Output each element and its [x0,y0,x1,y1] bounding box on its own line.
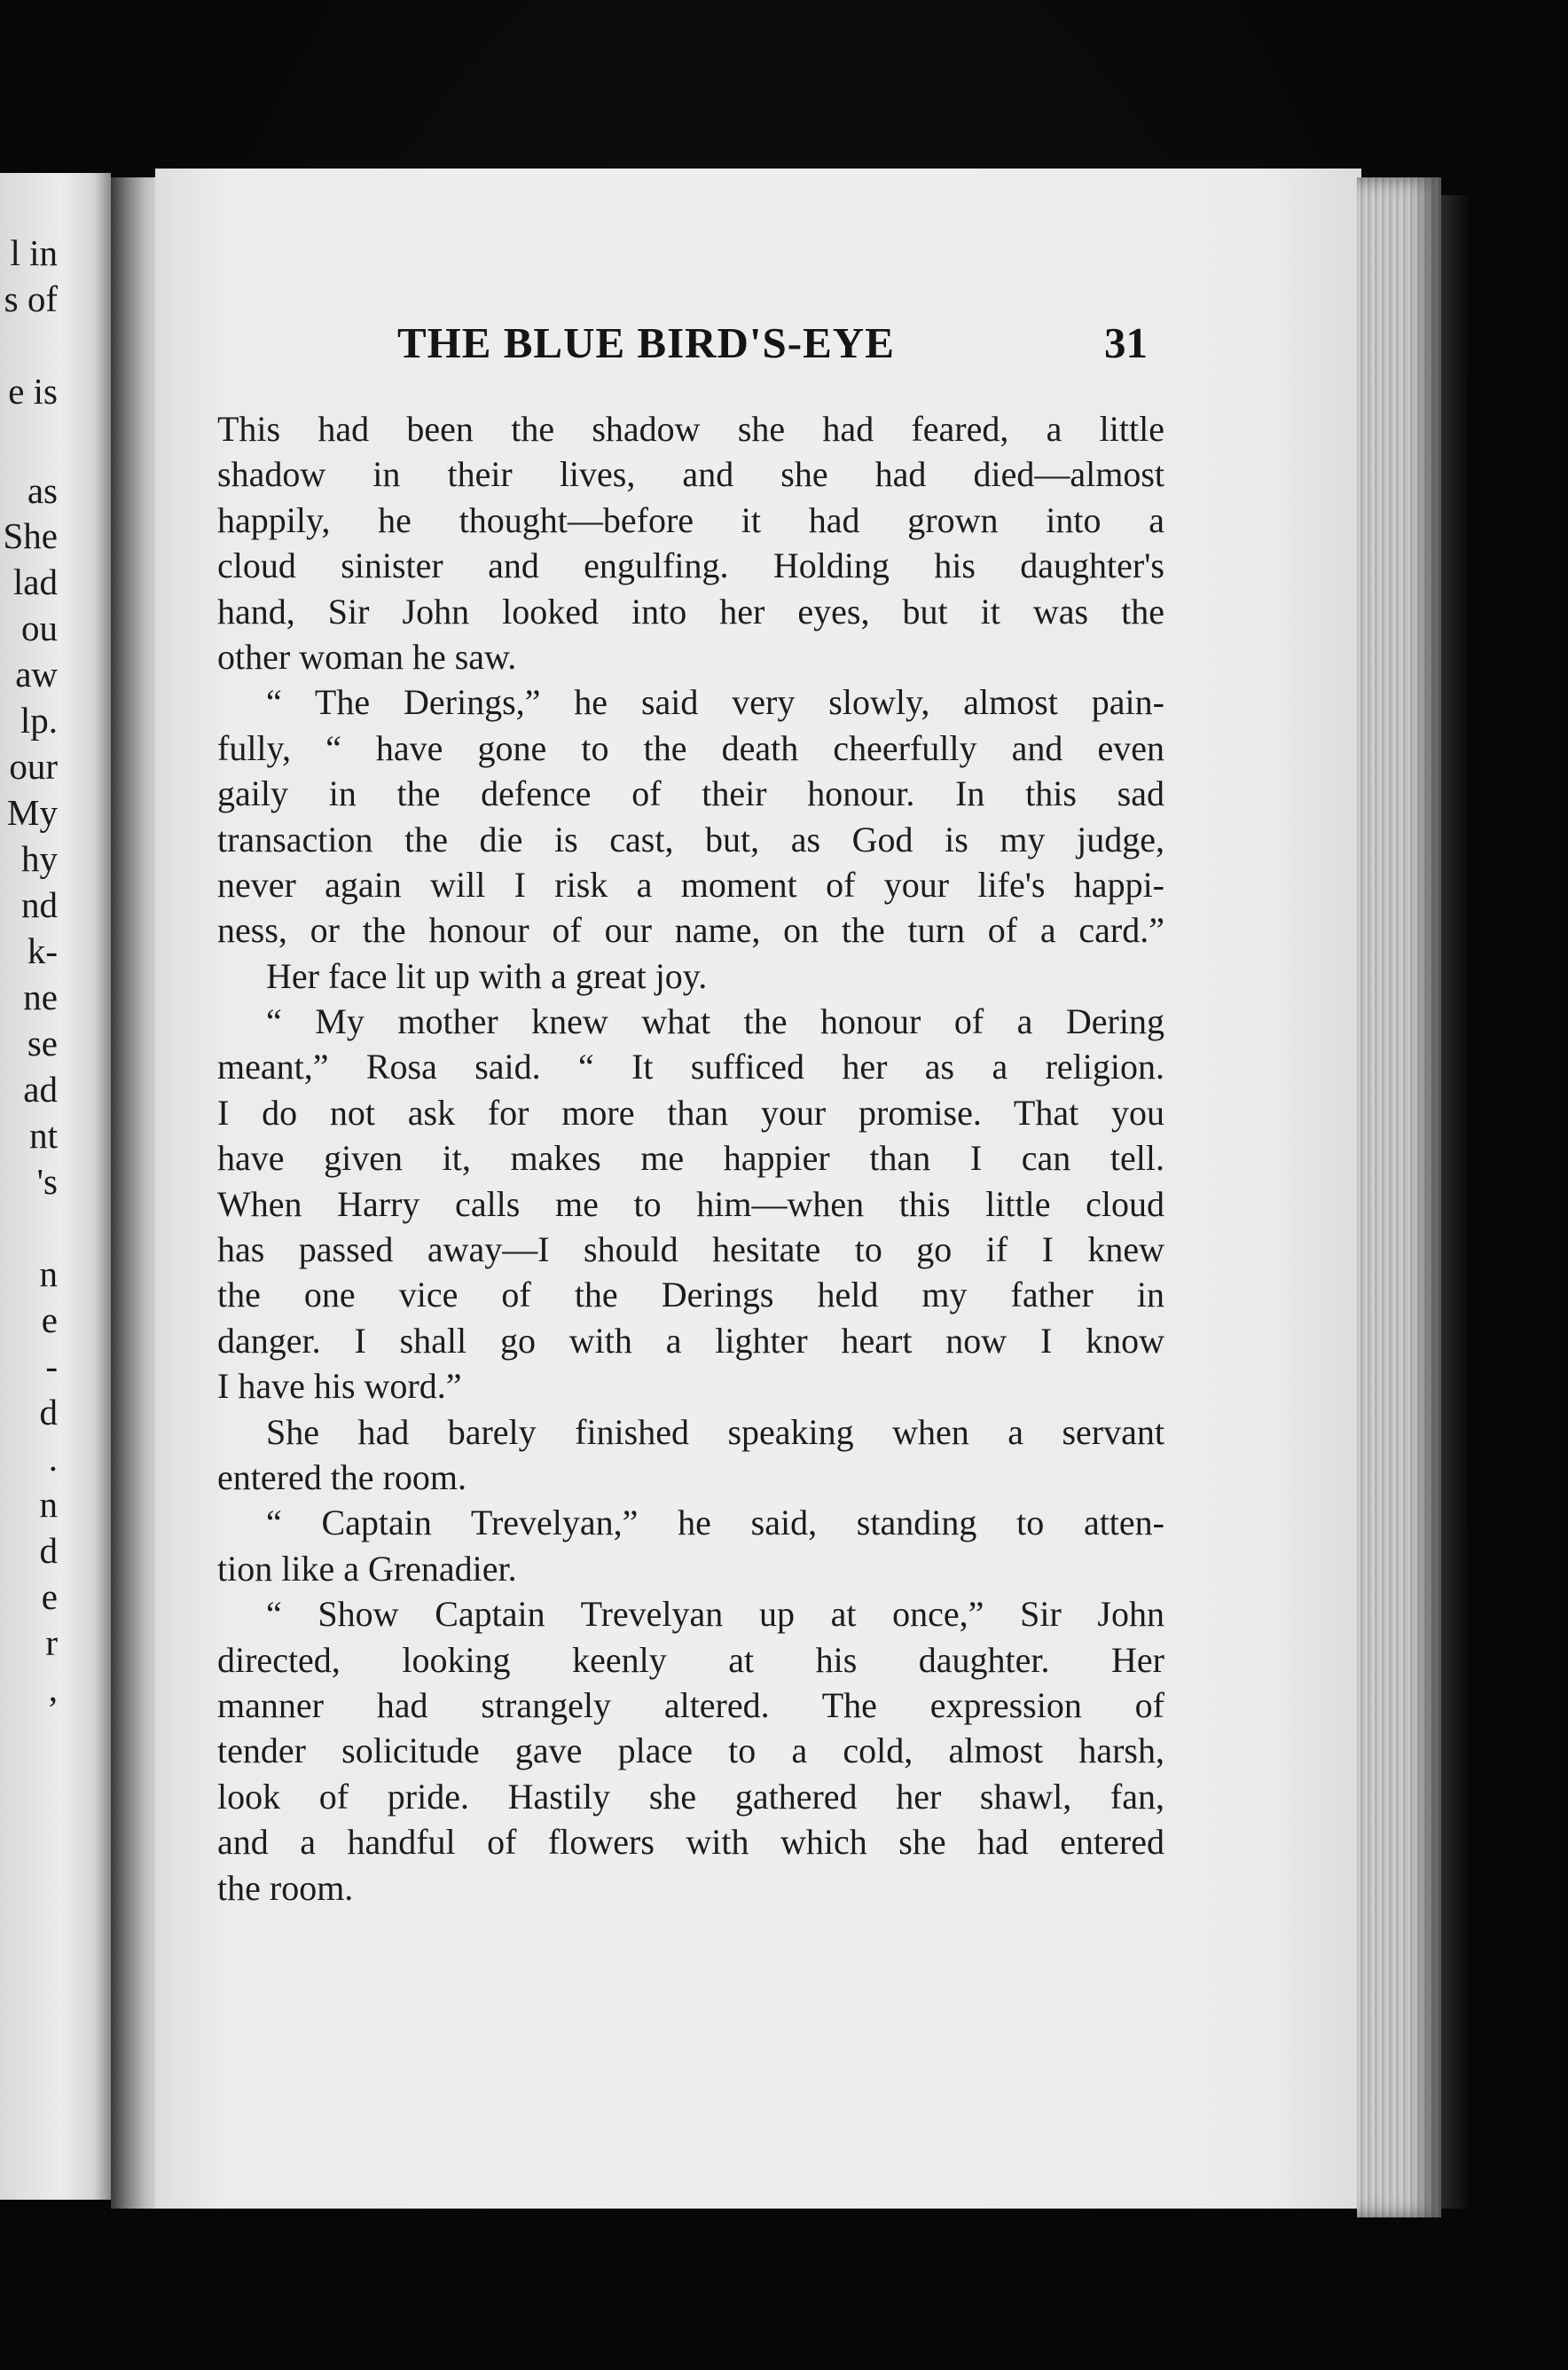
text-line: tion like a Grenadier. [217,1548,517,1589]
previous-page-fragment: s of [4,279,58,319]
previous-page-fragment: e [41,1576,58,1617]
text-line: directed, looking keenly at his daughter. Her [217,1639,1164,1680]
text-line: transaction the die is cast, but, as God is my judge, [217,819,1164,859]
text-line: gaily in the defence of their honour. In this sad [217,773,1164,814]
previous-page-fragment: e is [8,371,58,412]
previous-page-fragment: d [39,1392,58,1432]
text-line: shadow in their lives, and she had died—almost [217,454,1164,495]
previous-page-fragment: ou [21,608,58,648]
text-line: hand, Sir John looked into her eyes, but it was the [217,591,1164,632]
text-line: meant,” Rosa said. “ It sufficed her as a religion. [217,1047,1164,1087]
previous-page-fragment: n [39,1253,58,1294]
previous-page-fragment: nt [29,1115,58,1156]
text-line: have given it, makes me happier than I can tell. [217,1138,1164,1179]
text-line: cloud sinister and engulfing. Holding his daughter's [217,545,1164,586]
text-line: the room. [217,1867,354,1908]
previous-page-fragment: , [48,1668,58,1709]
body-text [217,406,1164,1911]
previous-page-fragment: - [45,1346,58,1386]
previous-page-fragment: d [39,1530,58,1571]
previous-page-fragment: ne [23,977,58,1017]
text-line: “ Show Captain Trevelyan up at once,” Sir John [266,1594,1164,1635]
text-line: Her face lit up with a great joy. [266,955,708,996]
previous-page-fragment: as [27,470,58,511]
text-line: never again will I risk a moment of your life's happi- [217,864,1164,905]
text-line: When Harry calls me to him—when this little cloud [217,1183,1164,1224]
previous-page-fragment: She [3,515,58,556]
text-line: I do not ask for more than your promise. That you [217,1092,1164,1133]
previous-page-fragment: 's [36,1161,58,1202]
previous-page-fragment: n [39,1484,58,1525]
running-head: THE BLUE BIRD'S-EYE [397,318,895,367]
text-line: manner had strangely altered. The expression of [217,1684,1164,1725]
previous-page-fragment: hy [21,838,58,879]
page-number: 31 [1104,318,1148,367]
text-line: This had been the shadow she had feared, a little [217,409,1164,449]
page-edge-shadow [1441,195,1468,2209]
previous-page-fragment: My [7,792,58,833]
previous-page-fragment: l in [10,232,58,273]
previous-page-fragment: nd [21,884,58,925]
text-line: happily, he thought—before it had grown into a [217,499,1164,540]
previous-page-fragment: . [48,1438,58,1479]
previous-page-fragment: our [9,746,58,787]
text-line: has passed away—I should hesitate to go if I knew [217,1229,1164,1270]
text-line: other woman he saw. [217,636,517,677]
text-line: ness, or the honour of our name, on the turn of a card.” [217,910,1164,951]
previous-page-fragment: lp. [20,700,58,741]
text-line: I have his word.” [217,1366,462,1407]
previous-page-fragment: se [27,1023,58,1063]
previous-page-fragment: r [45,1622,58,1663]
text-line: look of pride. Hastily she gathered her shawl, fan, [217,1776,1164,1817]
text-line: fully, “ have gone to the death cheerfully and even [217,727,1164,768]
previous-page-fragment: lad [12,561,58,602]
previous-page-fragment: k- [27,930,58,971]
text-line: tender solicitude gave place to a cold, almost harsh, [217,1730,1164,1771]
text-line: the one vice of the Derings held my father in [217,1275,1164,1315]
previous-page-fragment: aw [15,654,58,695]
previous-page-edge [0,173,111,2200]
text-line: “ My mother knew what the honour of a Dering [266,1001,1164,1042]
text-line: entered the room. [217,1456,466,1497]
text-line: danger. I shall go with a lighter heart now I know [217,1320,1164,1361]
text-line: She had barely finished speaking when a servant [266,1411,1164,1452]
previous-page-fragment: e [41,1299,58,1340]
previous-page-text-fragments [0,173,111,2200]
page-edges [1357,177,1441,2217]
previous-page-fragment: ad [23,1069,58,1110]
text-line: “ The Derings,” he said very slowly, almost pain- [266,682,1164,723]
text-line: “ Captain Trevelyan,” he said, standing to atten- [266,1503,1164,1543]
text-line: and a handful of flowers with which she had entered [217,1822,1164,1863]
